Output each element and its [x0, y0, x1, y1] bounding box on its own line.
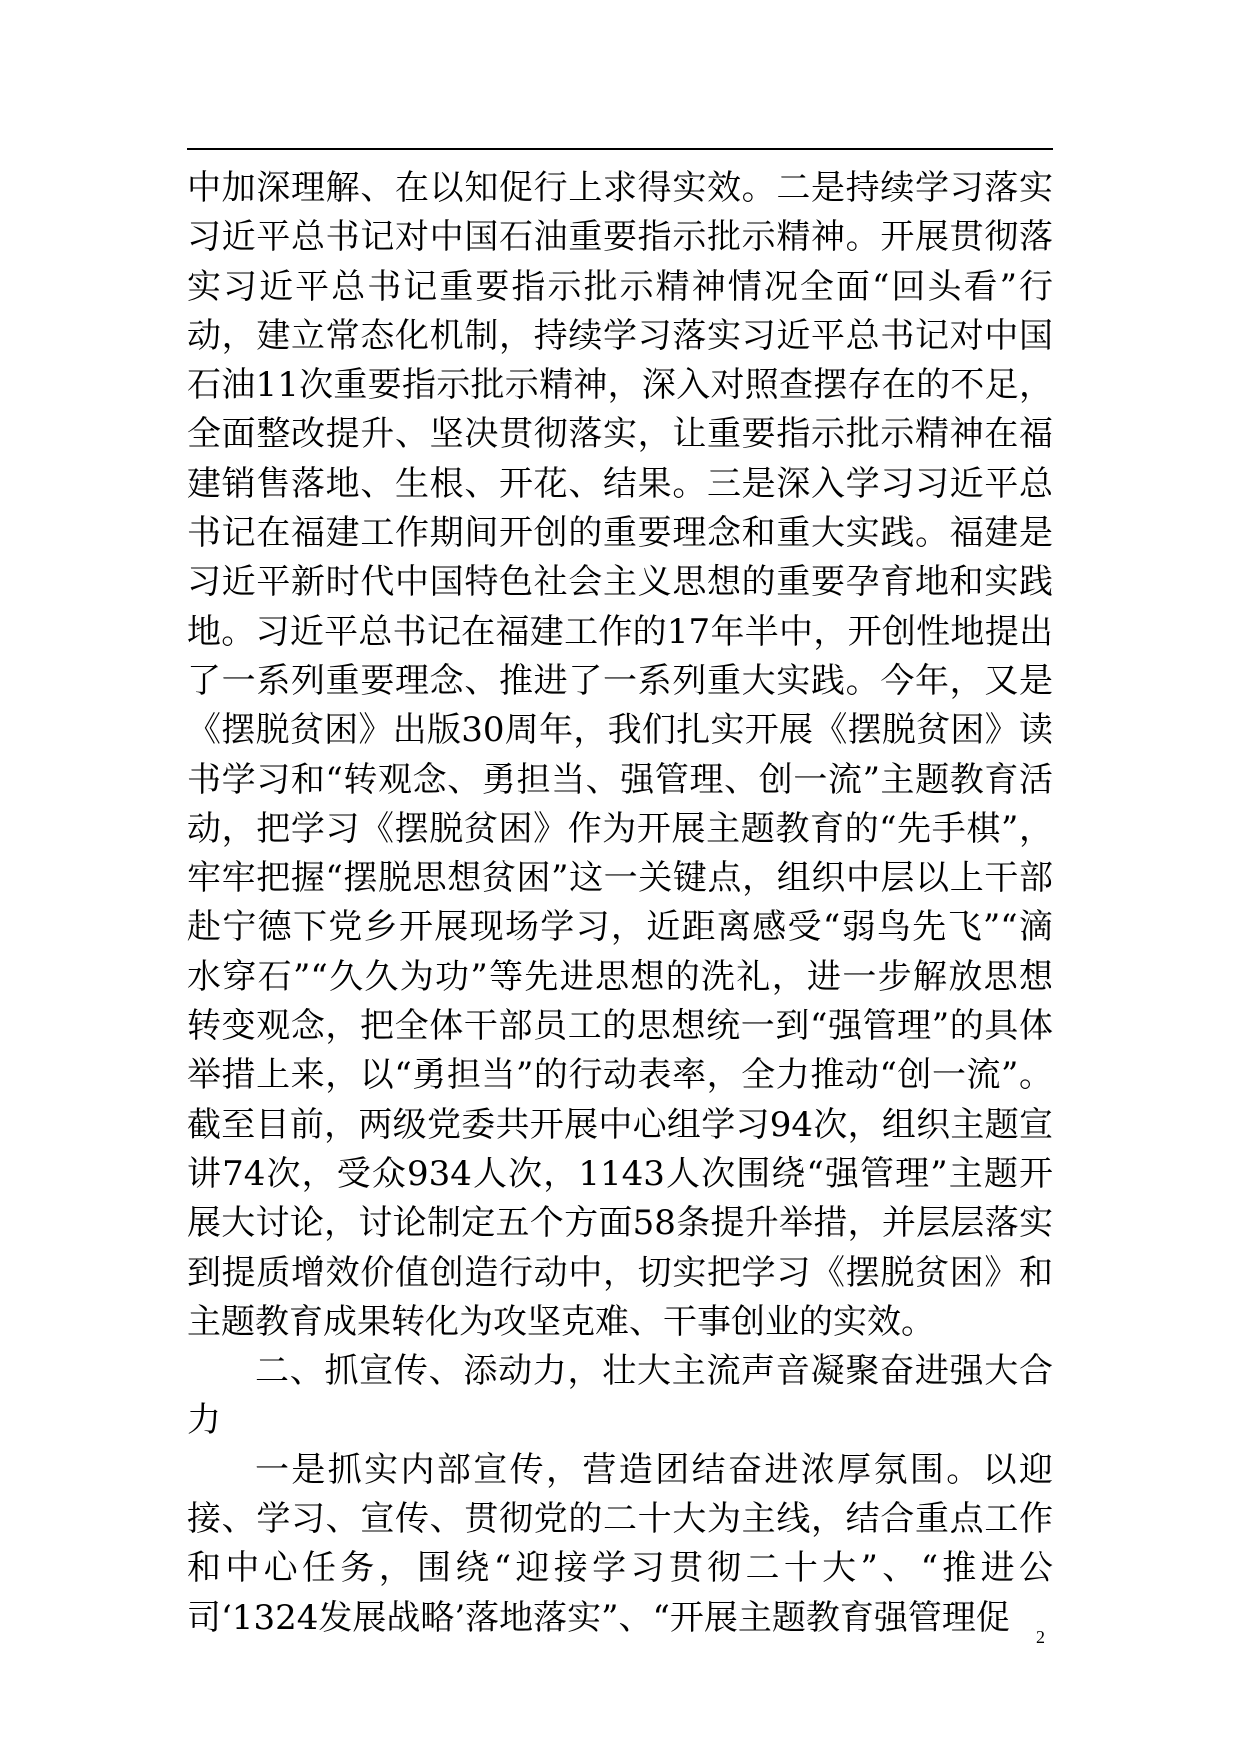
paragraph-continued: 中加深理解、在以知促行上求得实效。二是持续学习落实习近平总书记对中国石油重要指示批示精神。开展贯彻落实习近平总书记重要指示批示精神情况全面“回头看”行动，建立常态化机制，持续学习落实习近平总书记对中国石油11次重要指示批示精神，深入对照查摆存在的不足，全面整改提升、坚决贯彻落实，让重要指示批示精神在福建销售落地、生根、开花、结果。三是深入学习习近平总书记在福建工作期间开创的重要理念和重大实践。福建是习近平新时代中国特色社会主义思想的重要孕育地和实践地。习近平总书记在福建工作的17年半中，开创性地提出了一系列重要理念、推进了一系列重大实践。今年，又是《摆脱贫困》出版30周年，我们扎实开展《摆脱贫困》读书学习和“转观念、勇担当、强管理、创一流”主题教育活动，把学习《摆脱贫困》作为开展主题教育的“先手棋”，牢牢把握“摆脱思想贫困”这一关键点，组织中层以上干部赴宁德下党乡开展现场学习，近距离感受“弱鸟先飞”“滴水穿石”“久久为功”等先进思想的洗礼，进一步解放思想转变观念，把全体干部员工的思想统一到“强管理”的具体举措上来，以“勇担当”的行动表率，全力推动“创一流”。截至目前，两级党委共开展中心组学习94次，组织主题宣讲74次，受众934人次，1143人次围绕“强管理”主题开展大讨论，讨论制定五个方面58条提升举措，并层层落实到提质增效价值创造行动中，切实把学习《摆脱贫困》和主题教育成果转化为攻坚克难、干事创业的实效。 [187, 168, 1053, 1342]
page-number: 2 [1036, 1627, 1045, 1647]
section-heading: 二、抓宣传、添动力，壮大主流声音凝聚奋进强大合力 [187, 1351, 1053, 1441]
header-rule [187, 148, 1053, 150]
paragraph: 一是抓实内部宣传，营造团结奋进浓厚氛围。以迎接、学习、宣传、贯彻党的二十大为主线，结合重点工作和中心任务，围绕“迎接学习贯彻二十大”、“推进公司‘1324发展战略’落地落实”、“开展主题教育强管理促 [187, 1449, 1053, 1638]
body-text [187, 164, 1053, 1643]
